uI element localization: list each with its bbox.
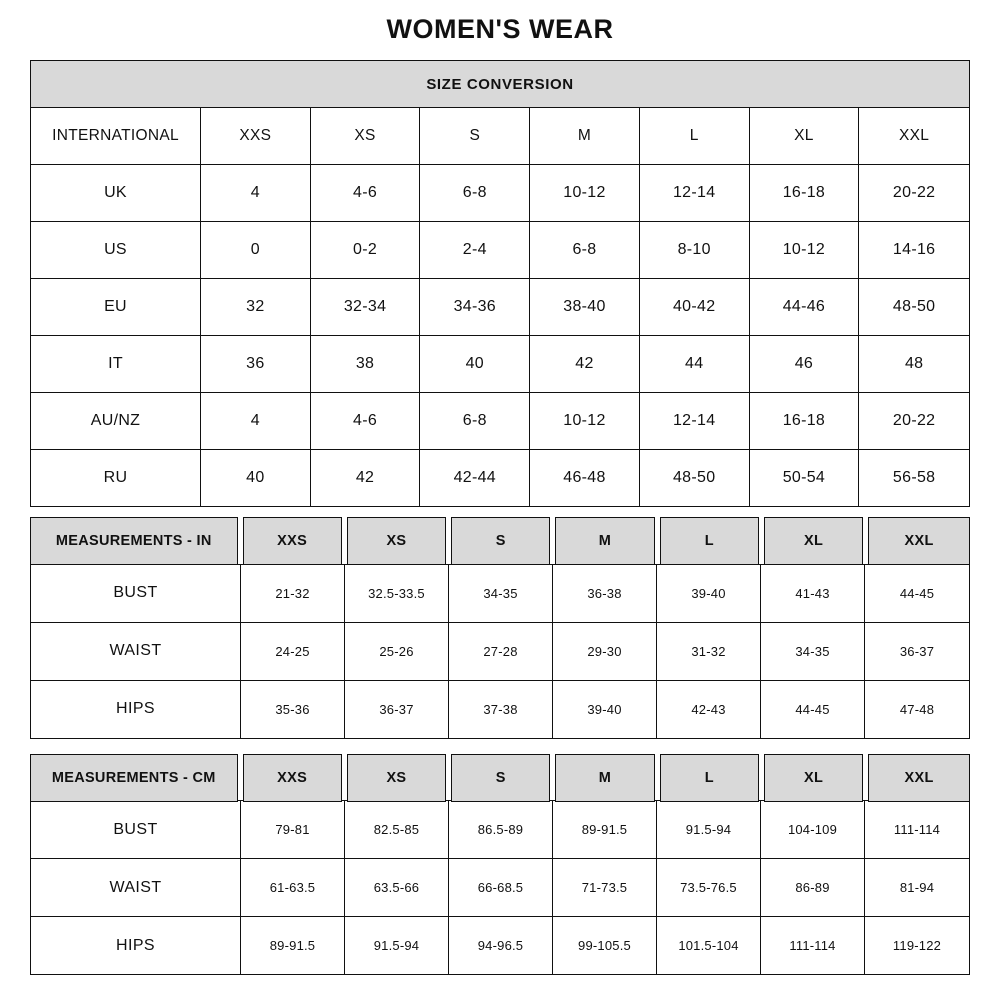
- header-size-cell: XS: [311, 108, 421, 164]
- value-cell: 12-14: [640, 393, 750, 449]
- header-size-cell: S: [451, 754, 550, 802]
- value-cell: 4: [201, 165, 311, 221]
- value-cell: 42: [311, 450, 421, 506]
- value-cell: 21-32: [241, 565, 345, 622]
- value-cell: 36-37: [899, 643, 935, 659]
- value-cell: 38-40: [530, 279, 640, 335]
- value-cell: 10-12: [530, 393, 640, 449]
- value-cell: 44-45: [899, 585, 935, 601]
- table-row: [31, 858, 969, 916]
- value-cell: 34-35: [761, 623, 865, 680]
- measurements-cm-table: [30, 754, 970, 976]
- header-size-cell: M: [530, 108, 640, 164]
- header-size-cell: XL: [764, 754, 863, 802]
- value-cell: 101.5-104: [657, 917, 761, 974]
- value-cell: 37-38: [449, 681, 553, 738]
- header-label-cell: MEASUREMENTS - CM: [30, 754, 238, 802]
- header-size-cell: S: [451, 517, 550, 565]
- table-row: [31, 164, 969, 221]
- value-cell: 20-22: [892, 412, 936, 429]
- value-cell: 16-18: [750, 165, 860, 221]
- value-cell: 36: [201, 336, 311, 392]
- table-row: [31, 622, 969, 680]
- value-cell: 63.5-66: [345, 859, 449, 916]
- value-cell: 29-30: [553, 623, 657, 680]
- value-cell: 36-37: [345, 681, 449, 738]
- value-cell: 48: [904, 355, 924, 372]
- row-label-cell: IT: [31, 336, 201, 392]
- value-cell: 38: [311, 336, 421, 392]
- value-cell: 71-73.5: [553, 859, 657, 916]
- value-cell: 6-8: [420, 165, 530, 221]
- value-cell: 48-50: [640, 450, 750, 506]
- header-size-cell: XXL: [899, 127, 930, 144]
- value-cell: 73.5-76.5: [657, 859, 761, 916]
- value-cell: 42-43: [657, 681, 761, 738]
- value-cell: 89-91.5: [553, 801, 657, 858]
- value-cell: 32: [201, 279, 311, 335]
- value-cell: 36-38: [553, 565, 657, 622]
- value-cell: 119-122: [892, 938, 942, 953]
- measurements-cm-header-row: [30, 754, 970, 802]
- value-cell: 41-43: [761, 565, 865, 622]
- measurements-in-header-row: [30, 517, 970, 565]
- value-cell: 86-89: [761, 859, 865, 916]
- value-cell: 46: [750, 336, 860, 392]
- value-cell: 40: [201, 450, 311, 506]
- value-cell: 10-12: [530, 165, 640, 221]
- value-cell: 86.5-89: [449, 801, 553, 858]
- header-size-cell: M: [555, 754, 654, 802]
- header-size-cell: L: [660, 754, 759, 802]
- header-size-cell: XL: [764, 517, 863, 565]
- table-row: [31, 449, 969, 506]
- table-row: [31, 278, 969, 335]
- table-row: [31, 801, 969, 858]
- value-cell: 66-68.5: [449, 859, 553, 916]
- value-cell: 44-45: [761, 681, 865, 738]
- value-cell: 44-46: [750, 279, 860, 335]
- row-label-cell: US: [31, 222, 201, 278]
- value-cell: 99-105.5: [553, 917, 657, 974]
- value-cell: 94-96.5: [449, 917, 553, 974]
- row-label-cell: WAIST: [31, 859, 241, 916]
- value-cell: 24-25: [241, 623, 345, 680]
- measurements-in-body: [30, 564, 970, 739]
- value-cell: 81-94: [899, 880, 935, 895]
- header-size-cell: XXL: [868, 754, 970, 802]
- value-cell: 91.5-94: [657, 801, 761, 858]
- size-conversion-header: SIZE CONVERSION: [31, 61, 969, 108]
- header-size-cell: S: [420, 108, 530, 164]
- value-cell: 56-58: [892, 469, 936, 486]
- page-title: WOMEN'S WEAR: [386, 14, 614, 44]
- header-size-cell: XXL: [868, 517, 970, 565]
- value-cell: 111-114: [893, 822, 941, 837]
- value-cell: 34-36: [420, 279, 530, 335]
- row-label-cell: HIPS: [31, 681, 241, 738]
- row-label-cell: UK: [31, 165, 201, 221]
- row-label-cell: HIPS: [31, 917, 241, 974]
- value-cell: 111-114: [761, 917, 865, 974]
- value-cell: 6-8: [530, 222, 640, 278]
- value-cell: 47-48: [899, 701, 935, 717]
- table-row: [31, 565, 969, 622]
- value-cell: 12-14: [640, 165, 750, 221]
- value-cell: 46-48: [530, 450, 640, 506]
- value-cell: 16-18: [750, 393, 860, 449]
- value-cell: 20-22: [892, 184, 936, 201]
- value-cell: 39-40: [553, 681, 657, 738]
- row-label-cell: BUST: [31, 565, 241, 622]
- value-cell: 34-35: [449, 565, 553, 622]
- header-size-cell: XXS: [201, 108, 311, 164]
- value-cell: 48-50: [892, 298, 936, 315]
- size-conversion-table: [30, 60, 970, 507]
- value-cell: 89-91.5: [241, 917, 345, 974]
- value-cell: 40-42: [640, 279, 750, 335]
- table-row: [31, 916, 969, 974]
- value-cell: 4: [201, 393, 311, 449]
- value-cell: 0: [201, 222, 311, 278]
- value-cell: 61-63.5: [241, 859, 345, 916]
- row-label-cell: BUST: [31, 801, 241, 858]
- value-cell: 25-26: [345, 623, 449, 680]
- value-cell: 104-109: [761, 801, 865, 858]
- header-size-cell: XL: [750, 108, 860, 164]
- header-size-cell: L: [640, 108, 750, 164]
- value-cell: 14-16: [892, 241, 936, 258]
- header-label-cell: MEASUREMENTS - IN: [30, 517, 238, 565]
- row-label-cell: RU: [31, 450, 201, 506]
- value-cell: 35-36: [241, 681, 345, 738]
- size-conversion-body: [31, 164, 969, 506]
- value-cell: 79-81: [241, 801, 345, 858]
- value-cell: 82.5-85: [345, 801, 449, 858]
- value-cell: 4-6: [311, 165, 421, 221]
- header-size-cell: XXS: [243, 517, 342, 565]
- size-conversion-column-headers: [31, 108, 969, 164]
- value-cell: 4-6: [311, 393, 421, 449]
- value-cell: 39-40: [657, 565, 761, 622]
- table-row: [31, 392, 969, 449]
- header-size-cell: XXS: [243, 754, 342, 802]
- value-cell: 44: [640, 336, 750, 392]
- row-label-cell: WAIST: [31, 623, 241, 680]
- value-cell: 32.5-33.5: [345, 565, 449, 622]
- value-cell: 40: [420, 336, 530, 392]
- value-cell: 0-2: [311, 222, 421, 278]
- header-size-cell: M: [555, 517, 654, 565]
- value-cell: 42-44: [420, 450, 530, 506]
- header-label-cell: INTERNATIONAL: [31, 108, 201, 164]
- value-cell: 32-34: [311, 279, 421, 335]
- measurements-in-table: [30, 517, 970, 739]
- measurements-cm-body: [30, 800, 970, 975]
- value-cell: 27-28: [449, 623, 553, 680]
- table-row: [31, 680, 969, 738]
- header-size-cell: XS: [347, 517, 446, 565]
- row-label-cell: EU: [31, 279, 201, 335]
- value-cell: 10-12: [750, 222, 860, 278]
- value-cell: 8-10: [640, 222, 750, 278]
- value-cell: 31-32: [657, 623, 761, 680]
- value-cell: 91.5-94: [345, 917, 449, 974]
- header-size-cell: XS: [347, 754, 446, 802]
- value-cell: 50-54: [750, 450, 860, 506]
- header-size-cell: L: [660, 517, 759, 565]
- value-cell: 42: [530, 336, 640, 392]
- value-cell: 6-8: [420, 393, 530, 449]
- value-cell: 2-4: [420, 222, 530, 278]
- table-row: [31, 221, 969, 278]
- row-label-cell: AU/NZ: [31, 393, 201, 449]
- table-row: [31, 335, 969, 392]
